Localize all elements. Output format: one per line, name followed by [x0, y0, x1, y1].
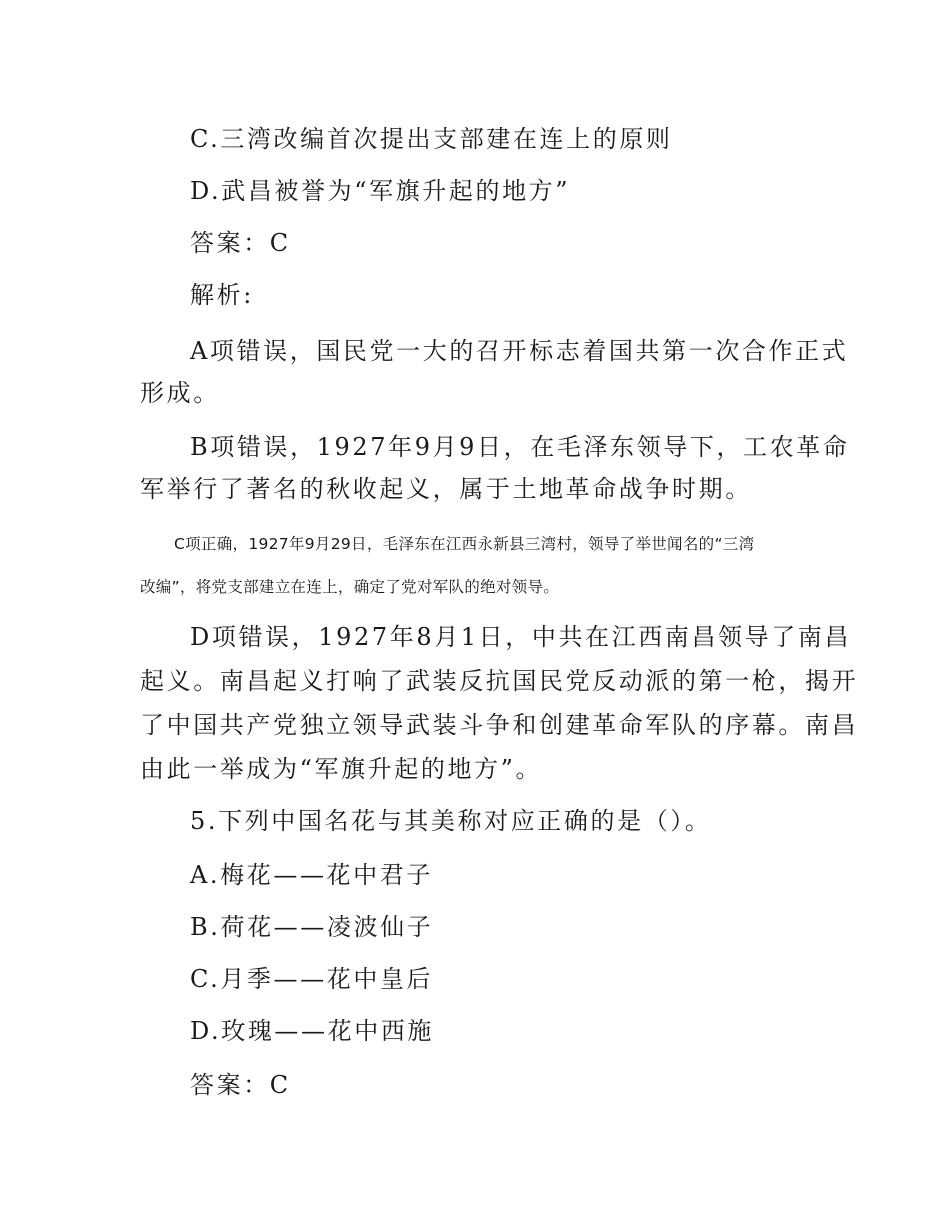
question-5-stem: 5.下列中国名花与其美称对应正确的是（）。	[190, 807, 712, 835]
analysis-d-line-3: 了中国共产党独立领导武装斗争和创建革命军队的序幕。南昌	[140, 711, 859, 739]
analysis-heading: 解析:	[190, 281, 254, 309]
analysis-d-line-4: 由此一举成为“军旗升起的地方”。	[140, 755, 543, 783]
analysis-d-line-1: D项错误，1927年8月1日，中共在江西南昌领导了南昌	[190, 623, 852, 651]
question-5-option-a: A.梅花——花中君子	[190, 861, 433, 889]
analysis-d-line-2: 起义。南昌起义打响了武装反抗国民党反动派的第一枪，揭开	[140, 667, 859, 695]
analysis-a-line-1: A项错误，国民党一大的召开标志着国共第一次合作正式	[190, 337, 849, 365]
analysis-b-line-2: 军举行了著名的秋收起义，属于土地革命战争时期。	[140, 475, 752, 503]
analysis-b-line-1: B项错误，1927年9月9日，在毛泽东领导下，工农革命	[190, 433, 850, 461]
answer-line: 答案：C	[190, 229, 291, 257]
analysis-c-line-1: C项正确，1927年9月29日，毛泽东在江西永新县三湾村，领导了举世闻名的“三湾	[174, 535, 755, 553]
option-c-line: C.三湾改编首次提出支部建在连上的原则	[190, 125, 673, 153]
option-d-line: D.武昌被誉为“军旗升起的地方”	[190, 177, 571, 205]
analysis-c-line-2: 改编”，将党支部建立在连上，确定了党对军队的绝对领导。	[140, 578, 560, 596]
question-5-answer: 答案：C	[190, 1071, 291, 1099]
analysis-a-line-2: 形成。	[140, 379, 220, 407]
question-5-option-d: D.玫瑰——花中西施	[190, 1017, 435, 1045]
question-5-option-b: B.荷花——凌波仙子	[190, 913, 434, 941]
question-5-option-c: C.月季——花中皇后	[190, 965, 434, 993]
